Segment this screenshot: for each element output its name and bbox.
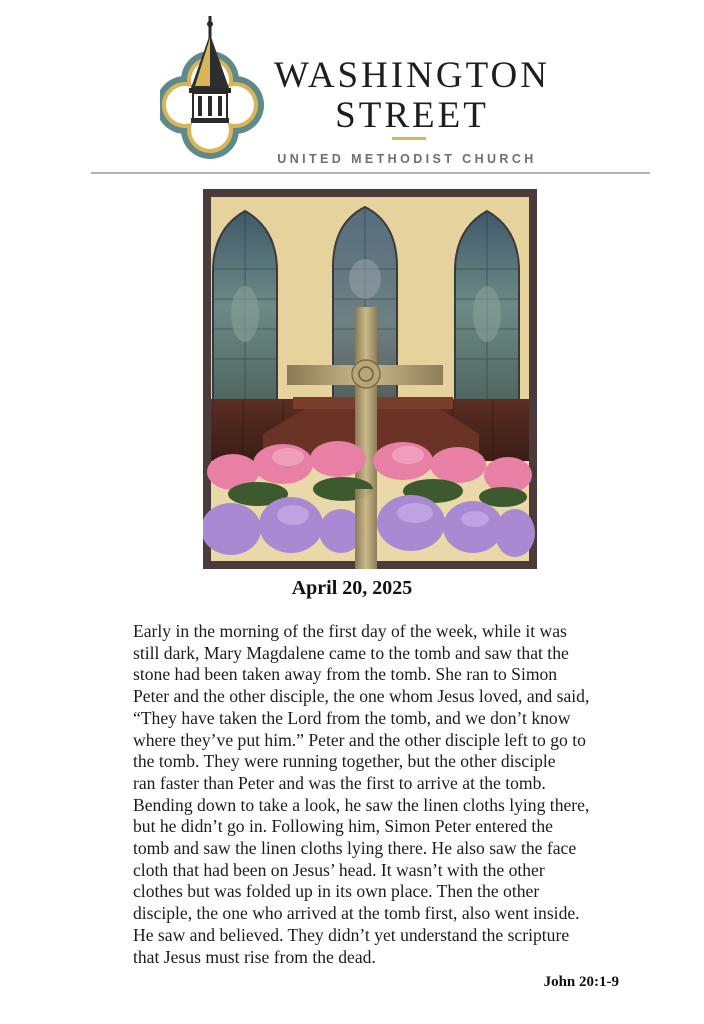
scripture-line: “They have taken the Lord from the tomb, and we don’t know <box>133 707 571 728</box>
scripture-line: still dark, Mary Magdalene came to the tomb and saw that the <box>133 642 569 663</box>
church-name-line1: WASHINGTON <box>274 55 550 96</box>
scripture-line: where they’ve put him.” Peter and the other disciple left to go to <box>133 729 586 750</box>
service-date: April 20, 2025 <box>291 577 413 599</box>
gold-divider <box>392 137 426 140</box>
church-logo <box>160 14 560 164</box>
scripture-line: cloth that had been on Jesus’ head. It wasn’t with the other <box>133 859 545 880</box>
scripture-reference: John 20:1-9 <box>543 974 619 990</box>
header-rule <box>91 172 650 174</box>
scripture-line: stone had been taken away from the tomb. She ran to Simon <box>133 664 558 685</box>
scripture-passage <box>133 621 633 968</box>
scripture-line: that Jesus must rise from the dead. <box>133 946 376 967</box>
scripture-line: He saw and believed. They didn’t yet understand the scripture <box>133 924 570 945</box>
church-subtitle: UNITED METHODIST CHURCH <box>277 152 537 166</box>
scripture-line: ran faster than Peter and was the first to arrive at the tomb. <box>133 772 546 793</box>
steeple-emblem-icon <box>160 14 264 164</box>
scripture-line: but he didn’t go in. Following him, Simon Peter entered the <box>133 816 553 837</box>
scripture-line: Bending down to take a look, he saw the linen cloths lying there, <box>133 794 590 815</box>
scripture-line: the tomb. They were running together, but the other disciple <box>133 751 556 772</box>
scripture-line: disciple, the one who arrived at the tomb first, also went inside. <box>133 903 580 924</box>
altar-photo <box>203 189 537 569</box>
scripture-line: clothes but was folded up in its own place. Then the other <box>133 881 540 902</box>
scripture-line: Early in the morning of the first day of the week, while it was <box>133 621 567 641</box>
church-name-line2: STREET <box>335 95 489 136</box>
scripture-line: tomb and saw the linen cloths lying there. He also saw the face <box>133 838 577 859</box>
scripture-line: Peter and the other disciple, the one whom Jesus loved, and said, <box>133 686 590 707</box>
